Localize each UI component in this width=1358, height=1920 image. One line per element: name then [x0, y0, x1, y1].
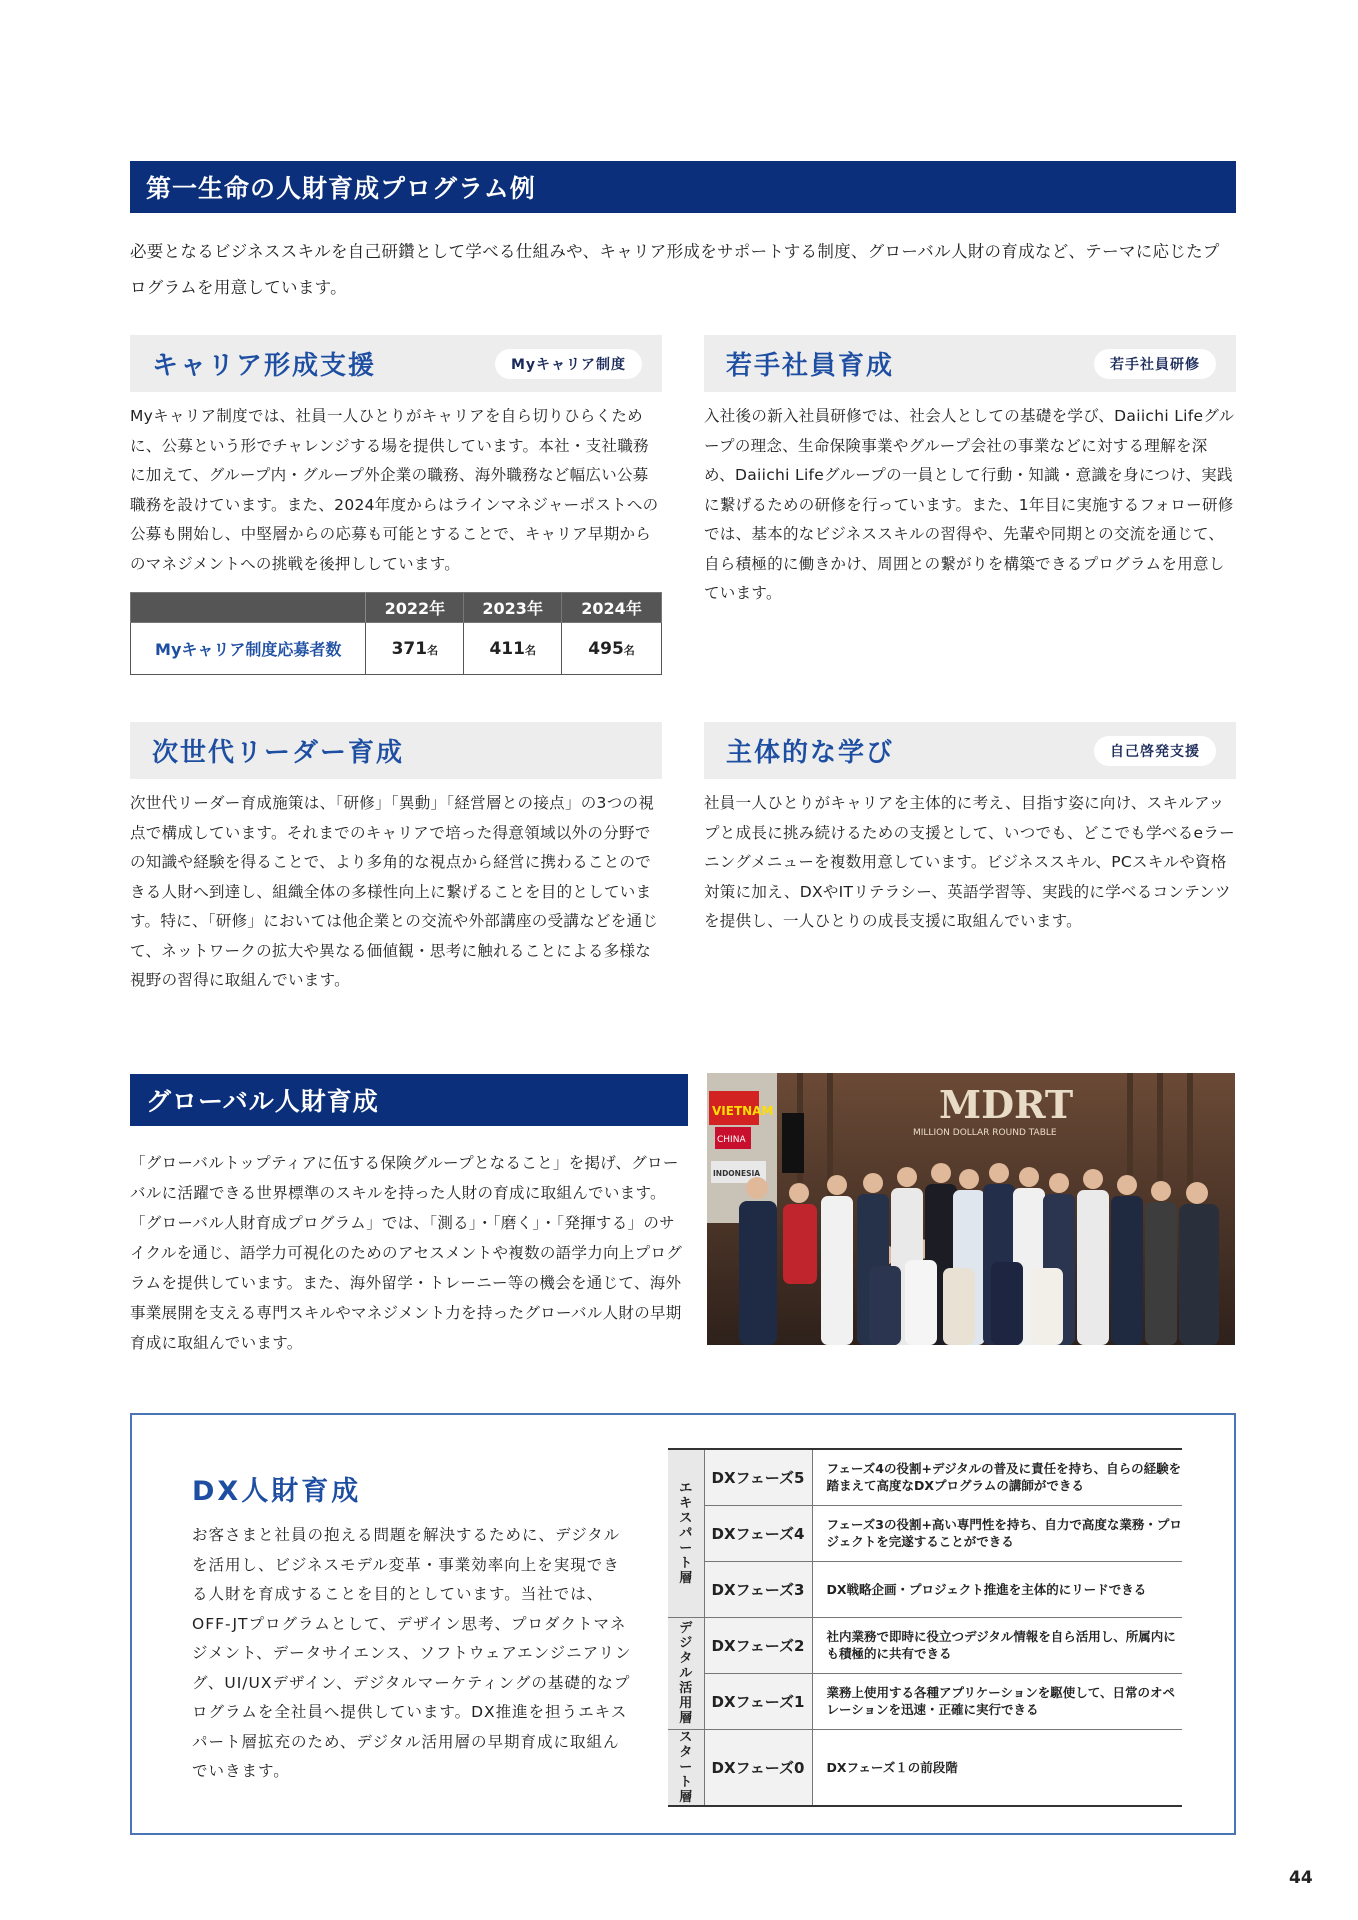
- young-title: 若手社員育成: [726, 351, 895, 381]
- career-title: キャリア形成支援: [152, 351, 377, 381]
- global-body: 「グローバルトップティアに伍する保険グループとなること」を掲げ、グローバルに活躍できる世界標準のスキルを持った人財の育成に取組んでいます。「グローバル人財育成プログラム」では、「測る」・「磨く」・「発揮する」のサイクルを通じ、語学力可視化のためのアセスメントや複数の語学力向上プログラムを提供しています。また、海外留学・トレーニー等の機会を通じて、海外事業展開を支える専門スキルやマネジメント力を持ったグローバル人財の早期育成に取組んでいます。: [130, 1154, 683, 1352]
- phase-desc: DX戦略企画・プロジェクト推進を主体的にリードできる: [812, 1561, 1182, 1617]
- learning-header: [704, 722, 1236, 779]
- young-body: 入社後の新入社員研修では、社会人としての基礎を学び、Daiichi Lifeグループの理念、生命保険事業やグループ会社の事業などに対する理解を深め、Daiichi Lifeグループの一員として行動・知識・意識を身につけ、実践に繋げるための研修を行っています。また、1年目に実施するフォロー研修では、基本的なビジネススキルの習得や、先輩や同期との交流を通じて、自ら積極的に働きかけ、周囲との繋がりを構築できるプログラムを用意しています。: [704, 407, 1235, 602]
- learning-body: 社員一人ひとりがキャリアを主体的に考え、目指す姿に向け、スキルアップと成長に挑み続けるための支援として、いつでも、どこでも学べるeラーニングメニューを複数用意しています。ビジネススキル、PCスキルや資格対策に加え、DXやITリテラシー、英語学習等、実践的に学べるコンテンツを提供し、一人ひとりの成長支援に取組んでいます。: [704, 794, 1235, 930]
- page-number: 44: [1289, 1868, 1313, 1888]
- young-pill: 若手社員研修: [1094, 349, 1216, 379]
- table-cell-2024: [562, 623, 662, 675]
- leader-body: 次世代リーダー育成施策は、「研修」「異動」「経営層との接点」の3つの視点で構成しています。それまでのキャリアで培った得意領域以外の分野での知識や経験を得ることで、より多角的な視点から経営に携わることのできる人財へ到達し、組織全体の多様性向上に繋げることを目的としています。特に、「研修」においては他企業との交流や外部講座の受講などを通じて、ネットワークの拡大や異なる価値観・思考に触れることによる多様な視野の習得に取組んでいます。: [130, 794, 659, 989]
- table-row: [668, 1673, 1182, 1729]
- photo-flag-china: CHINA: [717, 1135, 746, 1145]
- phase-name: DXフェーズ2: [704, 1617, 812, 1673]
- learning-pill: 自己啓発支援: [1094, 736, 1216, 766]
- table-row: [668, 1561, 1182, 1617]
- intro-text: 必要となるビジネススキルを自己研鑽として学べる仕組みや、キャリア形成をサポートする制度、グローバル人財の育成など、テーマに応じたプログラムを用意しています。: [130, 242, 1220, 297]
- table-header-blank: [131, 593, 366, 623]
- unit: 名: [427, 643, 439, 657]
- table-header-2023: 2023年: [464, 593, 562, 623]
- young-header: [704, 335, 1236, 392]
- table-row: [668, 1449, 1182, 1505]
- table-row: [668, 1617, 1182, 1673]
- phase-desc: 社内業務で即時に役立つデジタル情報を自ら活用し、所属内にも積極的に共有できる: [812, 1617, 1182, 1673]
- phase-name: DXフェーズ0: [704, 1729, 812, 1806]
- value-2023: 411: [489, 638, 525, 659]
- main-banner-title: 第一生命の人財育成プログラム例: [146, 174, 536, 203]
- group-photo-illustration: [707, 1073, 1235, 1345]
- phase-name: DXフェーズ3: [704, 1561, 812, 1617]
- global-title: グローバル人財育成: [146, 1087, 379, 1116]
- table-header-row: [131, 593, 662, 623]
- table-row: [131, 623, 662, 675]
- phase-name: DXフェーズ1: [704, 1673, 812, 1729]
- global-banner: [130, 1074, 688, 1126]
- table-row: [668, 1729, 1182, 1806]
- unit: 名: [524, 643, 536, 657]
- career-applicants-table: [130, 592, 662, 675]
- dx-phase-table: [668, 1448, 1182, 1807]
- photo-sign-subtitle: MILLION DOLLAR ROUND TABLE: [913, 1128, 1057, 1138]
- dx-box: [130, 1413, 1236, 1835]
- dx-body: お客さまと社員の抱える問題を解決するために、デジタルを活用し、ビジネスモデル変革・事業効率向上を実現できる人財を育成することを目的としています。当社では、OFF-JTプログラムとして、デザイン思考、プロダクトマネジメント、データサイエンス、ソフトウェアエンジニアリング、UI/UXデザイン、デジタルマーケティングの基礎的なプログラムを全社員へ提供しています。DX推進を担うエキスパート層拡充のため、デジタル活用層の早期育成に取組んでいきます。: [192, 1526, 632, 1780]
- layer-digital: [668, 1617, 704, 1729]
- phase-name: DXフェーズ5: [704, 1449, 812, 1505]
- photo-sign-mdrt: MDRT: [939, 1082, 1074, 1127]
- phase-desc: フェーズ3の役割+高い専門性を持ち、自力で高度な業務・プロジェクトを完遂することができる: [812, 1505, 1182, 1561]
- table-cell-2023: [464, 623, 562, 675]
- career-body: Myキャリア制度では、社員一人ひとりがキャリアを自ら切りひらくために、公募という形でチャレンジする場を提供しています。本社・支社職務に加えて、グループ内・グループ外企業の職務、海外職務など幅広い公募職務を設けています。また、2024年度からはラインマネジャーポストへの公募も開始し、中堅層からの応募も可能とすることで、キャリア早期からのマネジメントへの挑戦を後押ししています。: [130, 407, 659, 573]
- layer-expert-label: エキスパート層: [679, 1480, 693, 1586]
- main-banner: [130, 161, 1236, 213]
- value-2022: 371: [391, 638, 428, 659]
- photo-flag-vietnam: VIETNAM: [712, 1104, 774, 1118]
- layer-expert: [668, 1449, 704, 1617]
- phase-desc: フェーズ4の役割+デジタルの普及に責任を持ち、自らの経験を踏まえて高度なDXプログラムの講師ができる: [812, 1449, 1182, 1505]
- value-2024: 495: [588, 638, 624, 659]
- career-header: [130, 335, 662, 392]
- leader-header: [130, 722, 662, 779]
- layer-digital-label: デジタル活用層: [679, 1620, 693, 1726]
- table-row: [668, 1505, 1182, 1561]
- layer-start-label: スタート層: [679, 1729, 693, 1805]
- dx-title: DX人財育成: [192, 1476, 362, 1507]
- phase-desc: DXフェーズ１の前段階: [812, 1729, 1182, 1806]
- leader-title: 次世代リーダー育成: [152, 738, 405, 768]
- photo-flag-indonesia: INDONESIA: [713, 1169, 761, 1178]
- table-header-2022: 2022年: [366, 593, 464, 623]
- table-cell-2022: [366, 623, 464, 675]
- unit: 名: [623, 643, 635, 657]
- table-header-2024: 2024年: [562, 593, 662, 623]
- phase-name: DXフェーズ4: [704, 1505, 812, 1561]
- phase-desc: 業務上使用する各種アプリケーションを駆使して、日常のオペレーションを迅速・正確に実行できる: [812, 1673, 1182, 1729]
- layer-start: [668, 1729, 704, 1806]
- table-row-label: Myキャリア制度応募者数: [131, 623, 366, 675]
- learning-title: 主体的な学び: [726, 738, 895, 768]
- career-pill: Myキャリア制度: [495, 349, 642, 379]
- group-photo: [707, 1073, 1235, 1345]
